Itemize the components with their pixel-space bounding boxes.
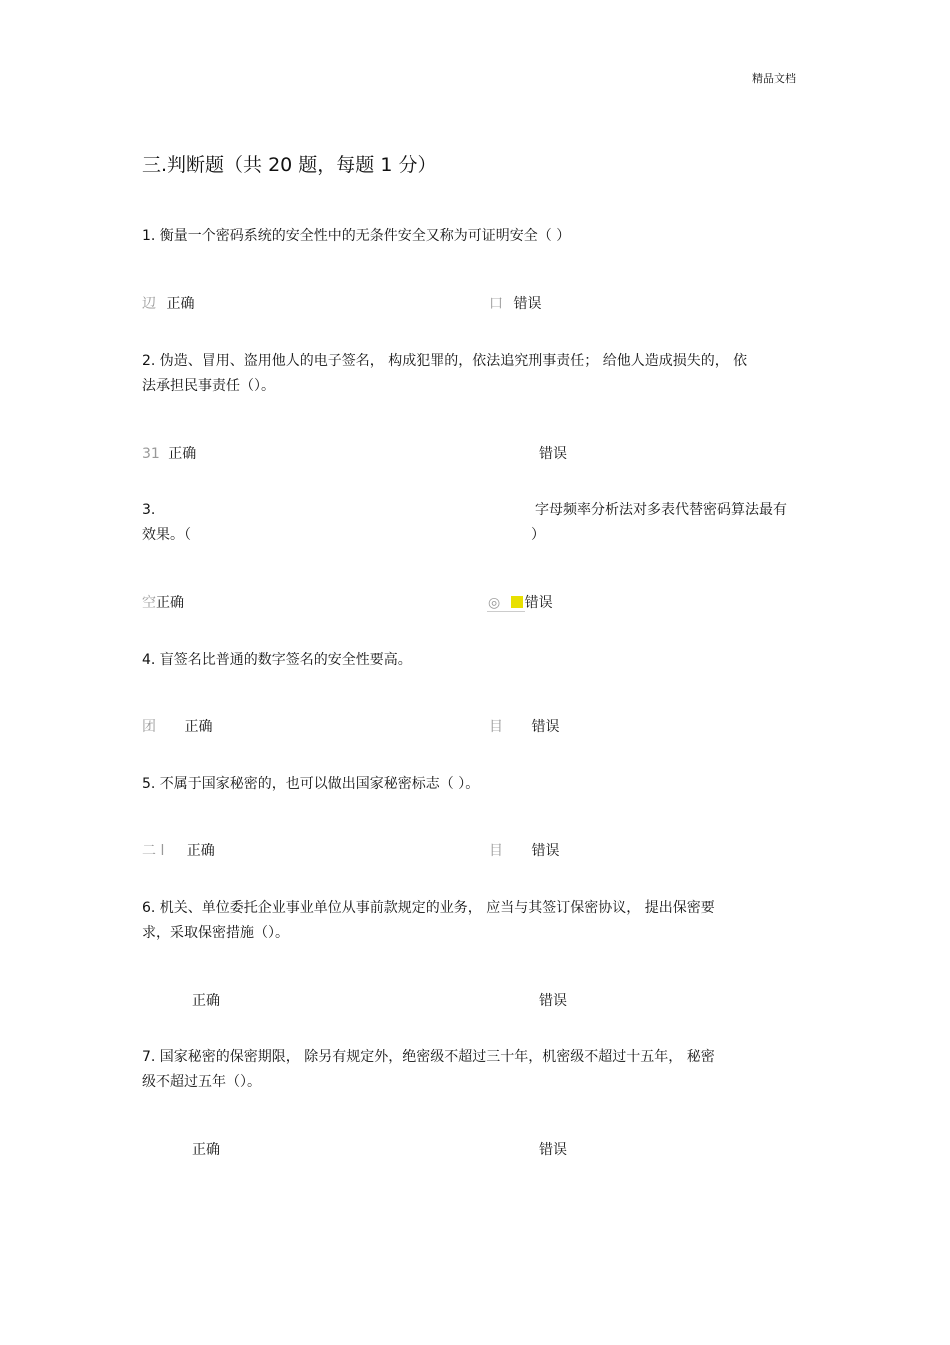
selection-underline <box>487 611 525 612</box>
question-4-option-true[interactable] <box>142 716 212 736</box>
question-5-option-false[interactable] <box>489 840 559 860</box>
question-3-line-1: 字母频率分析法对多表代替密码算法最有 <box>535 502 787 518</box>
radio-icon: ◎ <box>488 595 501 611</box>
question-3-line-2: 效果。（ <box>142 527 191 543</box>
question-1-text: 1. 衡量一个密码系统的安全性中的无条件安全又称为可证明安全（ ） <box>142 228 571 244</box>
section-title: 三.判断题（共 20 题，每题 1 分） <box>142 154 437 176</box>
question-7-line-2: 级不超过五年（）。 <box>142 1074 261 1090</box>
option-label: 错误 <box>531 719 560 735</box>
option-mark: 目 <box>489 719 503 735</box>
question-6-option-false[interactable] <box>539 990 567 1010</box>
option-mark: 31 <box>142 446 160 462</box>
option-mark: 空 <box>142 595 156 611</box>
question-1-option-true[interactable] <box>142 293 194 313</box>
option-label: 正确 <box>192 993 220 1009</box>
question-7-option-true[interactable] <box>192 1139 220 1159</box>
option-label: 正确 <box>184 719 213 735</box>
option-mark: 辺 <box>142 296 156 312</box>
option-label: 正确 <box>156 595 184 611</box>
question-7-line-1: 7. 国家秘密的保密期限， 除另有规定外，绝密级不超过三十年，机密级不超过十五年， 秘密 <box>142 1049 715 1065</box>
question-3-option-false[interactable] <box>488 592 553 612</box>
question-5-text: 5. 不属于国家秘密的，也可以做出国家秘密标志（ ）。 <box>142 776 480 792</box>
option-label: 正确 <box>192 1142 220 1158</box>
page-header-label: 精品文档 <box>752 72 796 85</box>
question-2-option-false[interactable] <box>539 443 567 463</box>
question-6-line-1: 6. 机关、单位委托企业事业单位从事前款规定的业务， 应当与其签订保密协议， 提出保密要 <box>142 900 715 916</box>
question-7-option-false[interactable] <box>539 1139 567 1159</box>
question-2-line-2: 法承担民事责任（）。 <box>142 378 275 394</box>
highlight-marker-icon <box>511 596 523 608</box>
question-5-option-true[interactable] <box>142 840 215 860</box>
option-label: 错误 <box>539 1142 567 1158</box>
question-6-option-true[interactable] <box>192 990 220 1010</box>
option-mark: 口 <box>489 296 503 312</box>
option-label: 错误 <box>539 993 567 1009</box>
option-label: 正确 <box>186 843 215 859</box>
question-2-option-true[interactable] <box>142 443 196 463</box>
option-label: 正确 <box>168 446 197 462</box>
question-4-option-false[interactable] <box>489 716 559 736</box>
option-label: 错误 <box>539 446 567 462</box>
option-mark: 二 l <box>142 843 165 859</box>
question-3-closing-paren: ） <box>531 527 545 543</box>
option-label: 错误 <box>524 595 553 611</box>
option-label: 错误 <box>513 296 542 312</box>
question-1-option-false[interactable] <box>489 293 541 313</box>
question-4-text: 4. 盲签名比普通的数字签名的安全性要高。 <box>142 652 412 668</box>
option-mark: 团 <box>142 719 156 735</box>
question-3-option-true[interactable] <box>142 592 184 612</box>
question-2-line-1: 2. 伪造、冒用、盗用他人的电子签名， 构成犯罪的，依法追究刑事责任； 给他人造成损失的， 依 <box>142 353 748 369</box>
option-label: 正确 <box>166 296 195 312</box>
option-label: 错误 <box>531 843 560 859</box>
question-6-line-2: 求，采取保密措施（）。 <box>142 925 289 941</box>
question-3-number: 3. <box>142 502 156 518</box>
option-mark: 目 <box>489 843 503 859</box>
